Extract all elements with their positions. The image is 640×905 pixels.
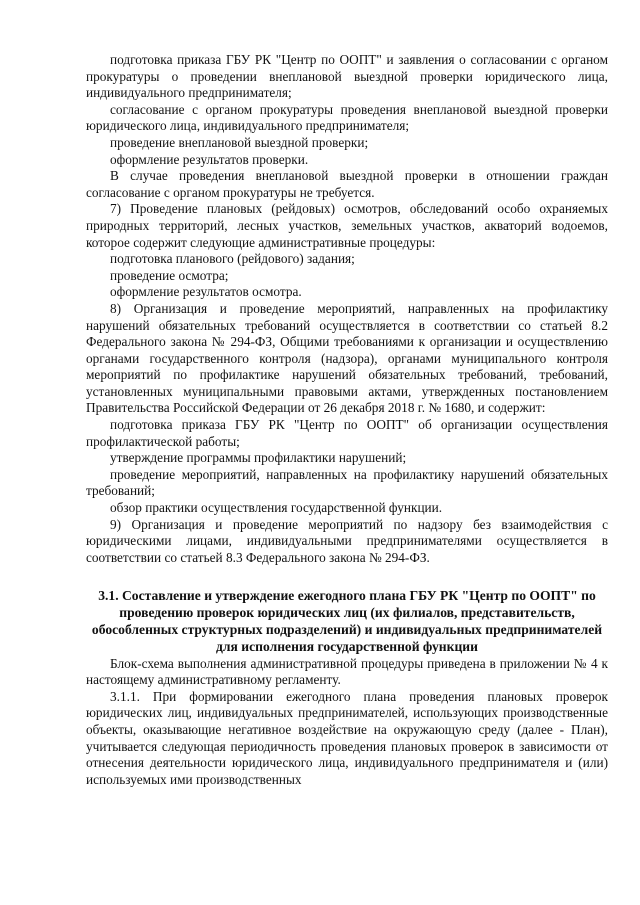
paragraph: проведение осмотра; xyxy=(110,267,229,283)
paragraph: подготовка планового (рейдового) задания; xyxy=(110,251,355,267)
paragraph: оформление результатов осмотра. xyxy=(110,284,302,300)
paragraph: согласование с органом прокуратуры проведения внеплановой выездной проверки юридического лица, индивидуального предпринимателя; xyxy=(86,101,608,134)
paragraph: подготовка приказа ГБУ РК "Центр по ООПТ" и заявления о согласовании с органом прокуратуры о проведении внеплановой выездной проверки юридического лица, индивидуального предпринимателя; xyxy=(86,52,608,101)
paragraph: В случае проведения внеплановой выездной проверки в отношении граждан согласование с органом прокуратуры не требуется. xyxy=(86,168,608,200)
paragraph: 7) Проведение плановых (рейдовых) осмотров, обследований особо охраняемых природных территорий, лесных участков, земельных участков, акваторий водоемов, которое содержит следующие административные процедуры: xyxy=(86,201,608,250)
document-page xyxy=(86,52,608,788)
paragraph: оформление результатов проверки. xyxy=(110,151,309,167)
paragraph: проведение мероприятий, направленных на профилактику нарушений обязательных требований; xyxy=(86,466,608,499)
paragraph: 9) Организация и проведение мероприятий по надзору без взаимодействия с юридическими лицами, индивидуальными предпринимателями осуществляется в соответствии со статьей 8.3 Федерального закона № 294-ФЗ. xyxy=(86,516,608,565)
paragraph: проведение внеплановой выездной проверки; xyxy=(110,134,369,150)
paragraph: подготовка приказа ГБУ РК "Центр по ООПТ" об организации осуществления профилактической работы; xyxy=(86,417,608,449)
section-spacer xyxy=(86,566,608,588)
paragraph: Блок-схема выполнения административной процедуры приведена в приложении № 4 к настоящему административному регламенту. xyxy=(86,655,608,688)
paragraph: 8) Организация и проведение мероприятий, направленных на профилактику нарушений обязательных требований осуществляется в соответствии со статьей 8.2 Федерального закона № 294-ФЗ, Общими требованиями к организации и осуществлению органами государственного контроля (надзора), органами муниципального контроля мероприятий по профилактике нарушений обязательных требований, требований, установленных муниципальными правовыми актами, утвержденных постановлением Правительства Российской Федерации от 26 декабря 2018 г. № 1680, и содержит: xyxy=(86,300,608,416)
section-heading: 3.1. Составление и утверждение ежегодного плана ГБУ РК "Центр по ООПТ" по проведению проверок юридических лиц (их филиалов, представительств, обособленных структурных подразделений) и индивидуальных предпринимателей для исполнения государственной функции xyxy=(91,588,603,654)
paragraph: утверждение программы профилактики нарушений; xyxy=(110,450,407,466)
paragraph: обзор практики осуществления государственной функции. xyxy=(110,500,443,516)
paragraph: 3.1.1. При формировании ежегодного плана проведения плановых проверок юридических лиц, индивидуальных предпринимателей, использующих производственные объекты, оказывающие негативное воздействие на окружающую среду (далее - План), учитывается следующая периодичность проведения плановых проверок в зависимости от отнесения деятельности юридического лица, индивидуального предпринимателя и (или) используемых ими производственных xyxy=(86,688,608,787)
